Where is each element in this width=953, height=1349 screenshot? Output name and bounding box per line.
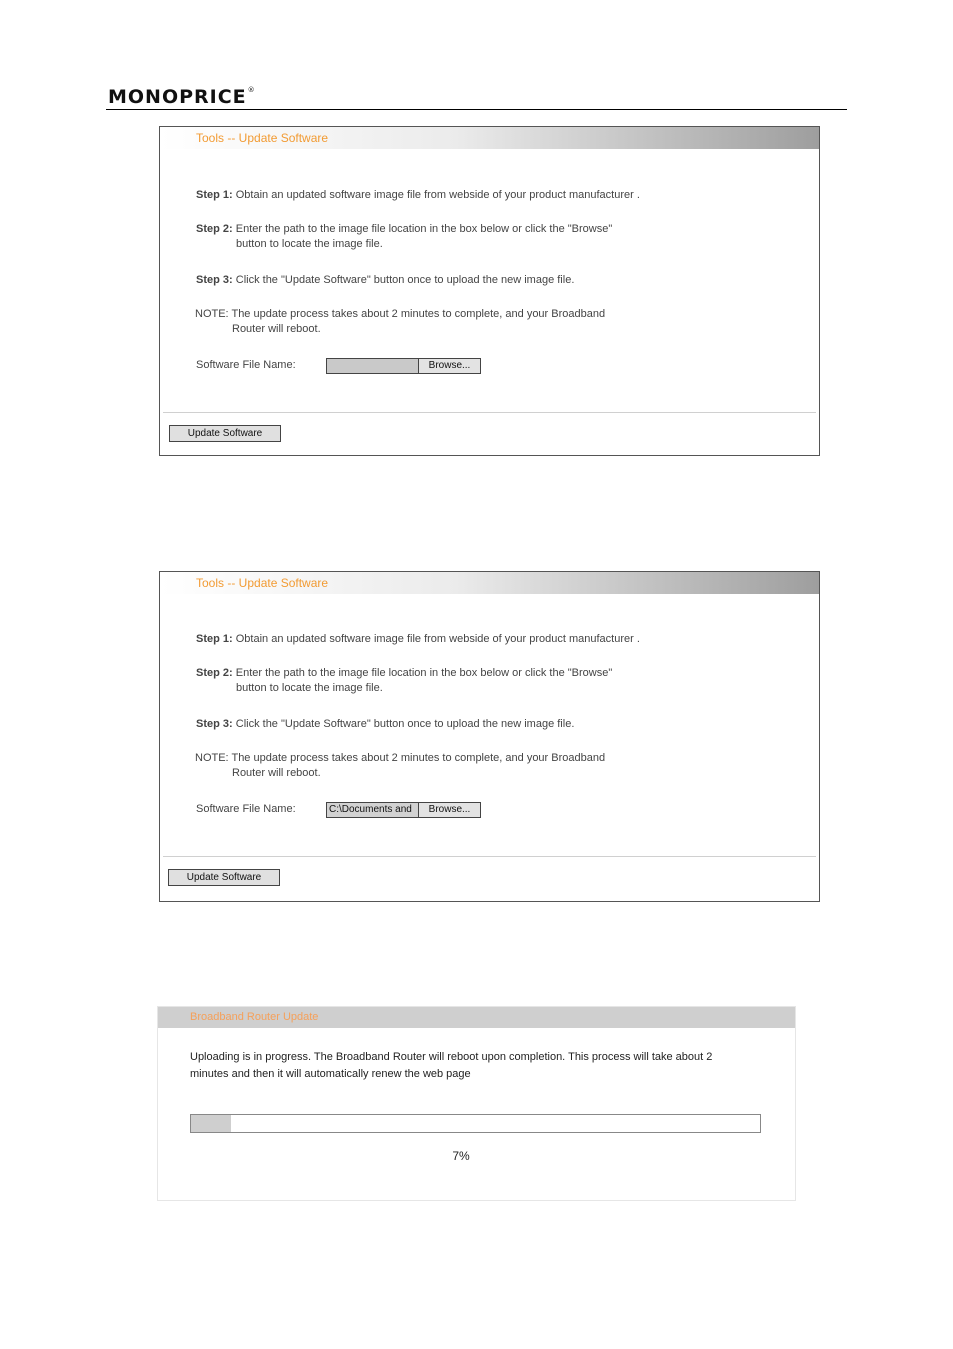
software-file-label: Software File Name:: [196, 359, 296, 371]
panel-divider: [163, 412, 816, 413]
update-software-button[interactable]: Update Software: [169, 425, 281, 442]
upload-message-line-1: Uploading is in progress. The Broadband Router will reboot upon completion. This process will take about 2: [190, 1051, 713, 1063]
browse-button[interactable]: Browse...: [418, 358, 481, 374]
step-1-label: Step 1:: [196, 633, 233, 645]
note-line-1: NOTE: The update process takes about 2 minutes to complete, and your Broadband: [195, 308, 606, 320]
upload-message: [190, 1049, 770, 1083]
step-2: [196, 667, 612, 694]
brand-name: MONOPRICE: [108, 86, 247, 108]
step-2-label: Step 2:: [196, 223, 233, 235]
step-1-text: Obtain an updated software image file from webside of your product manufacturer .: [235, 189, 640, 201]
step-3-label: Step 3:: [196, 274, 233, 286]
step-2-text-cont: button to locate the image file.: [236, 238, 383, 250]
registered-mark: ®: [247, 86, 256, 94]
router-update-progress-panel: [157, 1006, 796, 1201]
step-3: [196, 274, 574, 286]
note-line-2: Router will reboot.: [232, 767, 321, 779]
step-2-text: Enter the path to the image file location in the box below or click the "Browse": [235, 223, 613, 235]
upload-progress-bar: [190, 1114, 761, 1133]
upload-message-line-2: minutes and then it will automatically renew the web page: [190, 1068, 471, 1080]
step-1-label: Step 1:: [196, 189, 233, 201]
step-1: [196, 633, 640, 645]
progress-panel-title: Broadband Router Update: [158, 1007, 795, 1028]
update-note: [195, 308, 605, 335]
step-2-text-cont: button to locate the image file.: [236, 682, 383, 694]
upload-progress-fill: [191, 1115, 231, 1132]
header-rule: [106, 109, 847, 110]
step-1: [196, 189, 640, 201]
update-software-panel-empty: [159, 126, 820, 456]
update-note: [195, 752, 605, 779]
update-software-panel-filled: [159, 571, 820, 902]
panel-title: Tools -- Update Software: [160, 572, 819, 594]
browse-button[interactable]: Browse...: [418, 802, 481, 818]
step-2-text: Enter the path to the image file location in the box below or click the "Browse": [235, 667, 613, 679]
step-3-text: Click the "Update Software" button once to upload the new image file.: [235, 718, 575, 730]
note-line-2: Router will reboot.: [232, 323, 321, 335]
step-3-text: Click the "Update Software" button once to upload the new image file.: [235, 274, 575, 286]
monoprice-logo: [108, 86, 256, 108]
panel-title: Tools -- Update Software: [160, 127, 819, 149]
upload-progress-percent: 7%: [452, 1149, 470, 1163]
step-2-label: Step 2:: [196, 667, 233, 679]
update-software-button[interactable]: Update Software: [168, 869, 280, 886]
software-file-input[interactable]: C:\Documents and: [326, 802, 419, 818]
software-file-label: Software File Name:: [196, 803, 296, 815]
software-file-input[interactable]: [326, 358, 419, 374]
step-2: [196, 223, 612, 250]
panel-divider: [163, 856, 816, 857]
step-3-label: Step 3:: [196, 718, 233, 730]
step-1-text: Obtain an updated software image file from webside of your product manufacturer .: [235, 633, 640, 645]
step-3: [196, 718, 574, 730]
note-line-1: NOTE: The update process takes about 2 minutes to complete, and your Broadband: [195, 752, 606, 764]
